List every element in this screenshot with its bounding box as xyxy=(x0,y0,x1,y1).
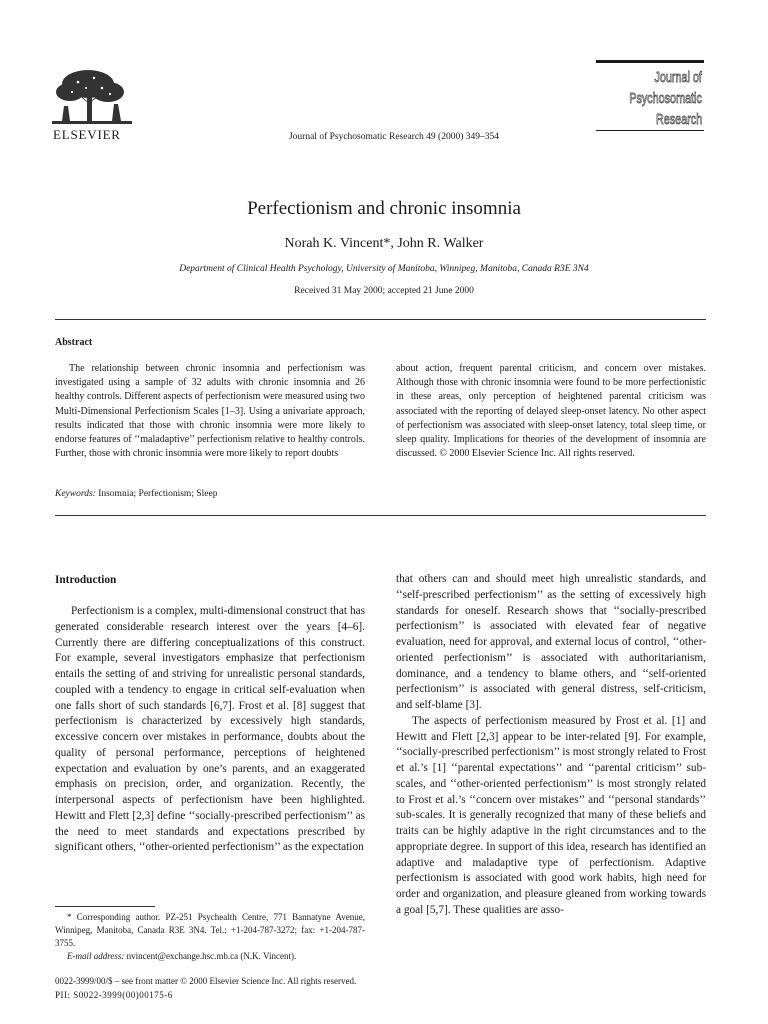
pii: PII: S0022-3999(00)00175-6 xyxy=(55,990,173,1000)
abstract-text: about action, frequent parental criticism, and concern over mistakes. Although those with chronic insomnia were found to be more perfectionistic in these areas, only perception of heightened parental criticism was associated with the reporting of delayed sleep-onset latency. No other aspect of perfectionism was associated with sleep-onset latency, total sleep time, or sleep quality. Implications for theories of the development of insomnia are discussed. © 2000 Elsevier Science Inc. All rights reserved. xyxy=(396,363,706,460)
email-label: E-mail address: xyxy=(67,951,125,961)
keywords xyxy=(55,489,217,499)
body-paragraph: Perfectionism is a complex, multi-dimensional construct that has generated considerable research interest over the years [4–6]. Currently there are differing conceptualizations of this construct. For example, several investigators emphasize that perfectionism entails the setting of and striving for unrealistic personal standards, coupled with a tendency to engage in critical self-evaluation when one falls short of such standards [6,7]. Frost et al. [8] suggest that perfectionism is characterized by excessively high standards, excessive concern over mistakes in performance, doubts about the quality of personal performance, perceptions of heightened expectation and evaluation by one’s parents, and an exaggerated emphasis on precision, order, and organization. Recently, the interpersonal aspects of perfectionism have been highlighted. Hewitt and Flett [2,3] define ‘‘socially-prescribed perfectionism’’ as the need to meet standards and expectations prescribed by significant others, ‘‘other-oriented perfectionism’’ as the expectation xyxy=(55,605,365,854)
journal-logo-line: Psychosomatic xyxy=(629,90,702,107)
journal-logo-line: Research xyxy=(655,111,702,128)
divider xyxy=(55,319,706,320)
abstract-text: The relationship between chronic insomnia and perfectionism was investigated using a sample of 32 adults with chronic insomnia and 26 healthy controls. Different aspects of perfectionism were measured using two Multi-Dimensional Perfectionism Scales [1–3]. Using a univariate approach, results indicated that those with chronic insomnia were more likely to endorse features of ‘‘maladaptive’’ perfectionism relative to healthy controls. Further, those with chronic insomnia were more likely to report doubts xyxy=(55,363,365,460)
section-heading: Introduction xyxy=(55,574,117,586)
body-paragraph: that others can and should meet high unrealistic standards, and ‘‘self-prescribed perfectionism’’ as the setting of excessively high standards for oneself. Research shows that ‘‘socially-prescribed perfectionism’’ is associated with elevated fear of negative evaluation, need for approval, and external locus of control, ‘‘other-oriented perfectionism’’ is associated with authoritarianism, dominance, and a tendency to blame others, and ‘‘self-oriented perfectionism’’ is associated with general distress, self-criticism, and self-blame [3]. xyxy=(396,573,706,711)
journal-logo xyxy=(596,60,704,134)
keywords-label: Keywords: xyxy=(55,489,96,499)
abstract-heading: Abstract xyxy=(55,337,93,348)
divider xyxy=(55,515,706,516)
email-address: nvincent@exchange.hsc.mb.ca (N.K. Vincent). xyxy=(126,951,297,961)
footnote-divider xyxy=(55,906,155,907)
journal-logo-line: Journal of xyxy=(654,69,702,86)
publisher-name: ELSEVIER xyxy=(53,127,121,142)
received-dates: Received 31 May 2000; accepted 21 June 2000 xyxy=(294,286,474,296)
footnote xyxy=(55,911,365,963)
author-affiliation: Department of Clinical Health Psychology, University of Manitoba, Winnipeg, Manitoba, Canada R3E 3N4 xyxy=(179,264,589,274)
abstract-right-column xyxy=(396,362,706,461)
article-authors: Norah K. Vincent*, John R. Walker xyxy=(284,236,484,251)
body-right-column xyxy=(396,572,706,919)
abstract-left-column xyxy=(55,362,365,461)
body-paragraph: The aspects of perfectionism measured by Frost et al. [1] and Hewitt and Flett [2,3] appear to be inter-related [9]. For example, ‘‘socially-prescribed perfectionism’’ is most strongly related to Frost et al.’s [1] ‘‘parental expectations’’ and ‘‘parental criticism’’ sub-scales, and ‘‘other-oriented perfectionism’’ is most strongly related to Frost et al.’s ‘‘concern over mistakes’’ and ‘‘personal standards’’ sub-scales. It is generally recognized that many of these beliefs and traits can be highly adaptive in the right circumstances and to the appropriate degree. In support of this idea, research has identified an adaptive and maladaptive type of perfectionism. Adaptive perfectionism is associated with good work habits, high need for order and organization, and pleasure gleaned from working towards a goal [5,7]. These qualities are asso- xyxy=(396,714,706,916)
keywords-list: Insomnia; Perfectionism; Sleep xyxy=(98,489,218,499)
footnote-text: * Corresponding author. PZ-251 Psychealth Centre, 771 Bannatyne Avenue, Winnipeg, Manitoba, Canada R3E 3N4. Tel.: +1-204-787-3272; fax: +1-204-787-3755. xyxy=(55,912,365,948)
body-left-column xyxy=(55,604,365,856)
article-title: Perfectionism and chronic insomnia xyxy=(247,198,521,219)
journal-reference: Journal of Psychosomatic Research 49 (2000) 349–354 xyxy=(288,132,500,142)
front-matter: 0022-3999/00/$ – see front matter © 2000 Elsevier Science Inc. All rights reserved. xyxy=(55,976,357,986)
